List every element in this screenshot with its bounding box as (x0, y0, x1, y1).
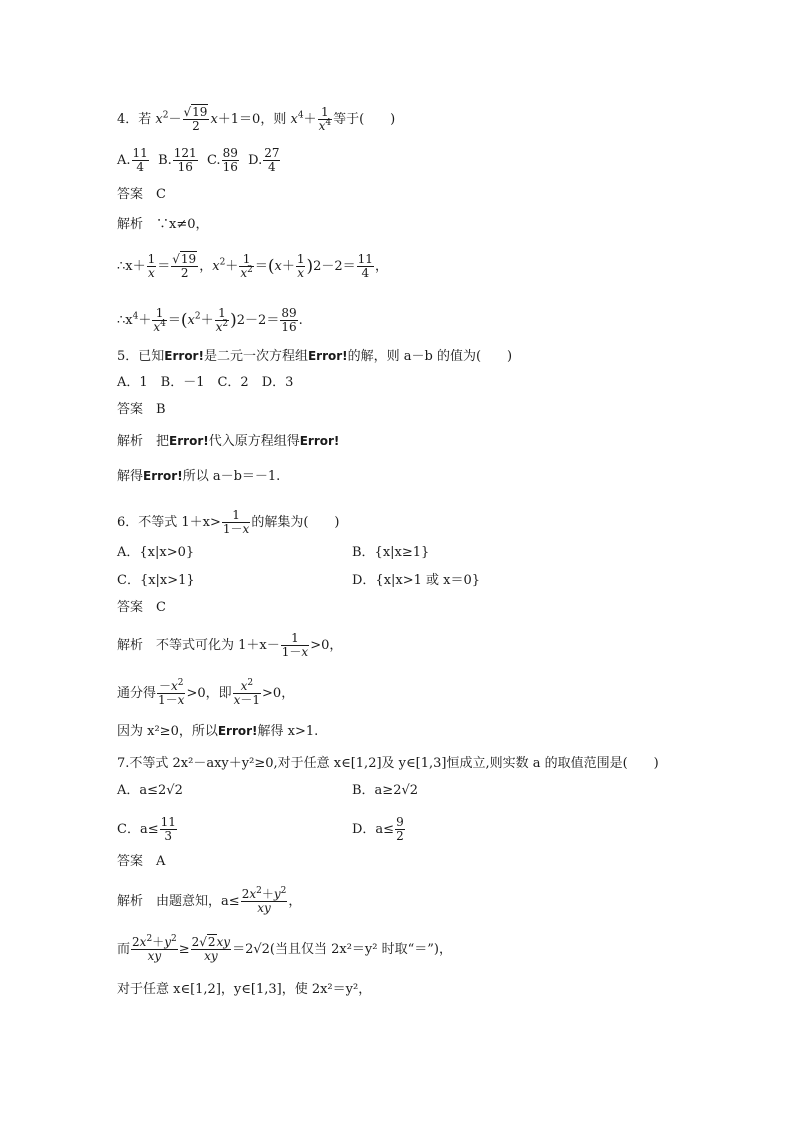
q7-stem: 7.不等式 2x²－axy＋y²≥0,对于任意 x∈[1,2]及 y∈[1,3]恒成立,则实数 a 的取值范围是( ) (117, 756, 659, 771)
q7-option-c: C．a≤ $\frac{11}{3}$ (117, 815, 176, 843)
fraction: $\frac{√19}{2}$ (183, 105, 208, 133)
q7-option-d: D．a≤ $\frac{9}{2}$ (352, 815, 404, 843)
q5-options: A．1 B．－1 C．2 D．3 (117, 375, 294, 390)
q6-solution-line2: 通分得 $\frac{-x^2}{1-x}$ >0，即 $\frac{x^2}{x-1}$ >0， (117, 678, 295, 707)
q7-option-b: B．a≥2√2 (352, 783, 419, 798)
q6-solution-line3: 因为 x²≥0，所以Error!解得 x>1. (117, 724, 319, 739)
q5-stem: 5．已知Error!是二元一次方程组Error!的解，则 a－b 的值为( ) (117, 349, 513, 364)
q7-solution-line3: 对于任意 x∈[1,2]，y∈[1,3]，使 2x²＝y²， (117, 982, 372, 997)
q6-option-d: D．{x|x>1 或 x＝0} (352, 573, 481, 588)
q5-solution-line1: 解析 把Error!代入原方程组得Error! (117, 434, 340, 449)
q6-solution-line1: 解析 不等式可化为 1＋x－ $\frac{1}{1-x}$ >0， (117, 631, 343, 659)
q6-option-a: A．{x|x>0} (117, 545, 195, 560)
q6-stem: 6．不等式 1＋x> $\frac{1}{1-x}$ 的解集为( ) (117, 508, 340, 536)
q6-option-b: B．{x|x≥1} (352, 545, 430, 560)
q7-solution-line2: 而 $\frac{2x^2+y^2}{xy}$ ≥ $\frac{2√2xy}{xy}$ ＝2√2(当且仅当 2x²＝y² 时取“＝”)， (117, 934, 452, 963)
q7-option-a: A．a≤2√2 (117, 783, 183, 798)
q4-solution-line1: 解析 ∵x≠0， (117, 217, 209, 232)
q4-solution-line3: $\therefore x^4+$ $\frac{1}{x^4}$ $=(x^2+$ $\frac{1}{x^2}$ )2－2＝ $\frac{89}{16}$ . (117, 306, 303, 334)
fraction: $\frac{1}{x^4}$ (318, 105, 332, 133)
q6-answer: 答案 C (117, 600, 166, 615)
q4-options: A. $\frac{11}{4}$ B. $\frac{121}{16}$ C. $\frac{89}{16}$ D. $\frac{27}{4}$ (117, 146, 280, 174)
q4-solution-line2: ∴x＋ $\frac{1}{x}$ ＝ $\frac{√19}{2}$ ，$x^2+$ $\frac{1}{x^2}$ ＝(x＋ $\frac{1}{x}$ )2－2＝ $\frac{11}{4}$ ， (117, 252, 388, 280)
q6-option-c: C．{x|x>1} (117, 573, 195, 588)
q5-answer: 答案 B (117, 402, 166, 417)
q5-solution-line2: 解得Error!所以 a－b＝－1. (117, 469, 281, 484)
q7-answer: 答案 A (117, 854, 166, 869)
q4-answer: 答案 C (117, 187, 166, 202)
q7-solution-line1: 解析 由题意知，a≤ $\frac{2x^2+y^2}{xy}$ ， (117, 886, 302, 915)
q4-stem: 4．若 $x^2-$ $\frac{√19}{2}$ x＋1＝0，则 $x^4+$ $\frac{1}{x^4}$ 等于( ) (117, 105, 396, 133)
